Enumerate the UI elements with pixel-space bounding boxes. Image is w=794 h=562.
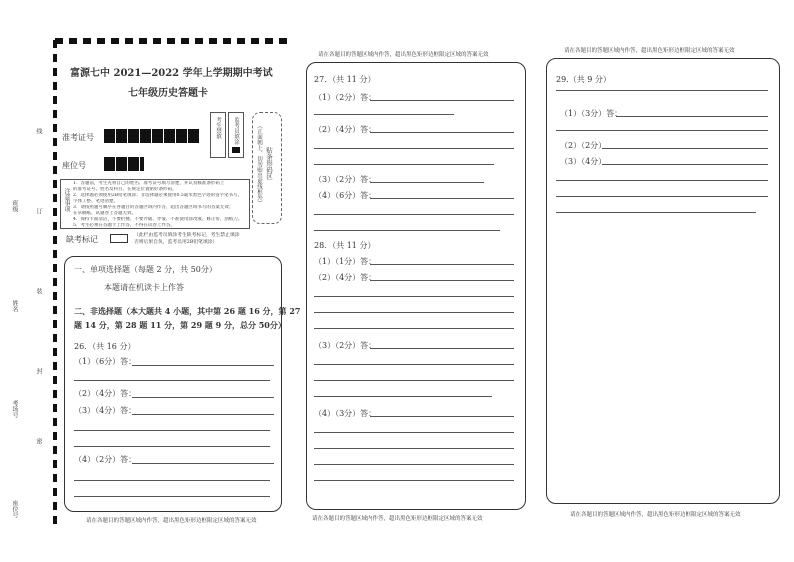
seat-boxes[interactable] — [104, 157, 144, 171]
box-proctor-fill: 监考员填涂 — [228, 112, 244, 158]
header-note-col2: 请在各题目的答题区域内作答，超出黑色矩形边框限定区域的答案无效 — [318, 52, 489, 58]
q28-3-line-d[interactable] — [314, 396, 492, 397]
header-note-col3: 请在各题目的答题区域内作答，超出黑色矩形边框限定区域的答案无效 — [564, 48, 735, 54]
notes-box — [60, 179, 250, 229]
q26-4-label: （4）（2分）答： — [74, 455, 137, 464]
q29-3-line-d[interactable] — [556, 212, 756, 213]
q28-4-line-b[interactable] — [314, 432, 514, 433]
side-label-room: 考场号 — [11, 400, 18, 418]
q28-4-line-d[interactable] — [314, 464, 514, 465]
cut-line-top — [55, 38, 287, 44]
q29-1-label: （1）（3分）答： — [560, 109, 623, 118]
q27-2-line-b[interactable] — [314, 148, 514, 149]
q28-3-line-c[interactable] — [314, 380, 514, 381]
q26-3-line-c[interactable] — [74, 446, 270, 447]
section-1-title: 一、单项选择题（每题 2 分，共 50分） — [74, 265, 217, 274]
footer-note-col2: 请在各题目的答题区域内作答，超出黑色矩形边框限定区域的答案无效 — [312, 516, 483, 522]
q28-2-line-a[interactable] — [370, 280, 514, 281]
box-examinee-no-fill: 考生禁填 — [210, 112, 226, 158]
q27-4-line-b[interactable] — [314, 214, 514, 215]
q26-4-line-b[interactable] — [74, 480, 270, 481]
cut-line-left — [53, 40, 57, 530]
barcode-area: 贴条形码区 （正面朝上，切勿贴出虚线框外） — [252, 112, 282, 224]
q28-1-label: （1）（1分）答： — [314, 257, 377, 266]
q27-1-label: （1）（2分）答： — [314, 93, 377, 102]
q28-2-line-c[interactable] — [314, 312, 514, 313]
q28-3-line-a[interactable] — [370, 348, 514, 349]
q28-4-label: （4）（3分）答： — [314, 409, 377, 418]
q26-4-line-c[interactable] — [74, 496, 270, 497]
q29-3-line-c[interactable] — [556, 196, 768, 197]
q29-1-line-b[interactable] — [556, 130, 768, 131]
q28-4-line-a[interactable] — [370, 416, 514, 417]
q29-3-line-a[interactable] — [602, 164, 768, 165]
q28-2-line-b[interactable] — [314, 296, 514, 297]
q29-1-line-a[interactable] — [616, 116, 768, 117]
q29-3-line-b[interactable] — [556, 180, 768, 181]
side-mark-3: 装 — [35, 288, 42, 294]
q27-1-line-b[interactable] — [314, 114, 454, 115]
side-label-class: 班级 — [11, 200, 18, 212]
exam-id-boxes[interactable] — [104, 129, 200, 143]
q27-1-line-a[interactable] — [370, 100, 514, 101]
absent-note-2: 否则后果自负，监考员用2B铅笔填涂） — [134, 240, 218, 245]
q27-2-line-c[interactable] — [314, 164, 494, 165]
answer-box-col3 — [546, 58, 780, 504]
footer-note-col1: 请在各题目的答题区域内作答，超出黑色矩形边框限定区域的答案无效 — [86, 518, 257, 524]
q27-2-label: （2）（4分）答： — [314, 125, 377, 134]
side-label-name: 姓名 — [11, 300, 18, 312]
q26-3-line-b[interactable] — [74, 430, 270, 431]
q28-1-line[interactable] — [370, 264, 514, 265]
q26-3-line-a[interactable] — [132, 414, 274, 415]
q28-2-label: （2）（4分）答： — [314, 273, 377, 282]
absent-mark-label: 缺考标记 — [66, 235, 98, 244]
q26-4-line-a[interactable] — [132, 463, 274, 464]
q28-title: 28．（共 11 分） — [314, 241, 376, 250]
q26-title: 26．（共 16 分） — [74, 342, 136, 351]
title-line-1: 富源七中 2021—2022 学年上学期期中考试 — [70, 68, 273, 79]
side-mark-2: 订 — [35, 208, 42, 214]
q28-3-label: （3）（2分）答： — [314, 341, 377, 350]
q29-3-label: （3）（4分） — [560, 157, 607, 166]
absent-note-1: （此栏由监考员填涂考生缺考标记，考生禁止填涂 — [134, 233, 240, 238]
q28-4-line-c[interactable] — [314, 448, 514, 449]
section-2-title-a: 二、非选择题（本大题共 4 小题，其中第 26 题 16 分，第 27 — [74, 306, 301, 316]
notes-label: 注意事项 — [63, 188, 70, 212]
q27-3-line[interactable] — [370, 182, 484, 183]
q28-2-line-d[interactable] — [314, 328, 514, 329]
notes-text: 1．答题前，考生先将自己的姓名、准考证号填写清楚，并认真核准条形码上 的准考证号、姓名及科目，在规定位置贴好条形码。 2．选择题必须使用2B铅笔填涂；非选择题必须使用0.5毫米黑色字迹的签字笔书写， 字体工整、笔迹清楚。 3．请按照题号顺序在各题目的答题区域内作答，超出答题区域书写的答案无效； 在草稿纸、试题卷上答题无效。 4．保持卡面清洁，不要折叠、不要弄破、弄皱，不准使用涂改液、修正带、刮纸刀。 5．考生必须在答题卡上作答，不得在试卷上作答。 — [73, 181, 243, 228]
q27-2-line-a[interactable] — [370, 132, 514, 133]
footer-note-col3: 请在各题目的答题区域内作答，超出黑色矩形边框限定区域的答案无效 — [570, 512, 741, 518]
q29-title: 29.（共 9 分） — [556, 75, 611, 84]
absent-mark-box[interactable] — [110, 234, 128, 243]
side-mark-4: 封 — [35, 368, 42, 374]
side-label-seat: 座位号 — [11, 500, 18, 518]
seat-label: 座位号 — [62, 161, 86, 170]
q26-1-label: （1）（6分）答： — [74, 357, 137, 366]
side-mark-1: 线 — [35, 128, 42, 134]
title-line-2: 七年级历史答题卡 — [128, 88, 208, 99]
q27-4-label: （4）（6分）答： — [314, 191, 377, 200]
q26-1-line-b[interactable] — [74, 380, 270, 381]
q29-line-0[interactable] — [556, 90, 768, 91]
q26-3-label: （3）（4分）答： — [74, 406, 137, 415]
q27-4-line-a[interactable] — [370, 198, 514, 199]
section-1-note: 本题请在机读卡上作答 — [104, 283, 184, 292]
q27-4-line-c[interactable] — [314, 230, 500, 231]
q29-2-line[interactable] — [602, 148, 768, 149]
exam-id-label: 准考证号 — [62, 133, 94, 142]
q28-3-line-b[interactable] — [314, 364, 514, 365]
q27-3-label: （3）（2分）答： — [314, 175, 377, 184]
q29-2-label: （2）（2分） — [560, 141, 607, 150]
q26-1-line-a[interactable] — [132, 365, 274, 366]
q27-title: 27．（共 11 分） — [314, 75, 376, 84]
q26-2-label: （2）（4分）答： — [74, 389, 137, 398]
side-mark-5: 密 — [35, 438, 42, 444]
section-2-title-b: 题 14 分，第 28 题 11 分，第 29 题 9 分，总分 50分） — [74, 320, 286, 330]
answer-box-col1 — [64, 256, 282, 512]
q28-4-line-e[interactable] — [314, 480, 514, 481]
q26-2-line[interactable] — [132, 397, 274, 398]
